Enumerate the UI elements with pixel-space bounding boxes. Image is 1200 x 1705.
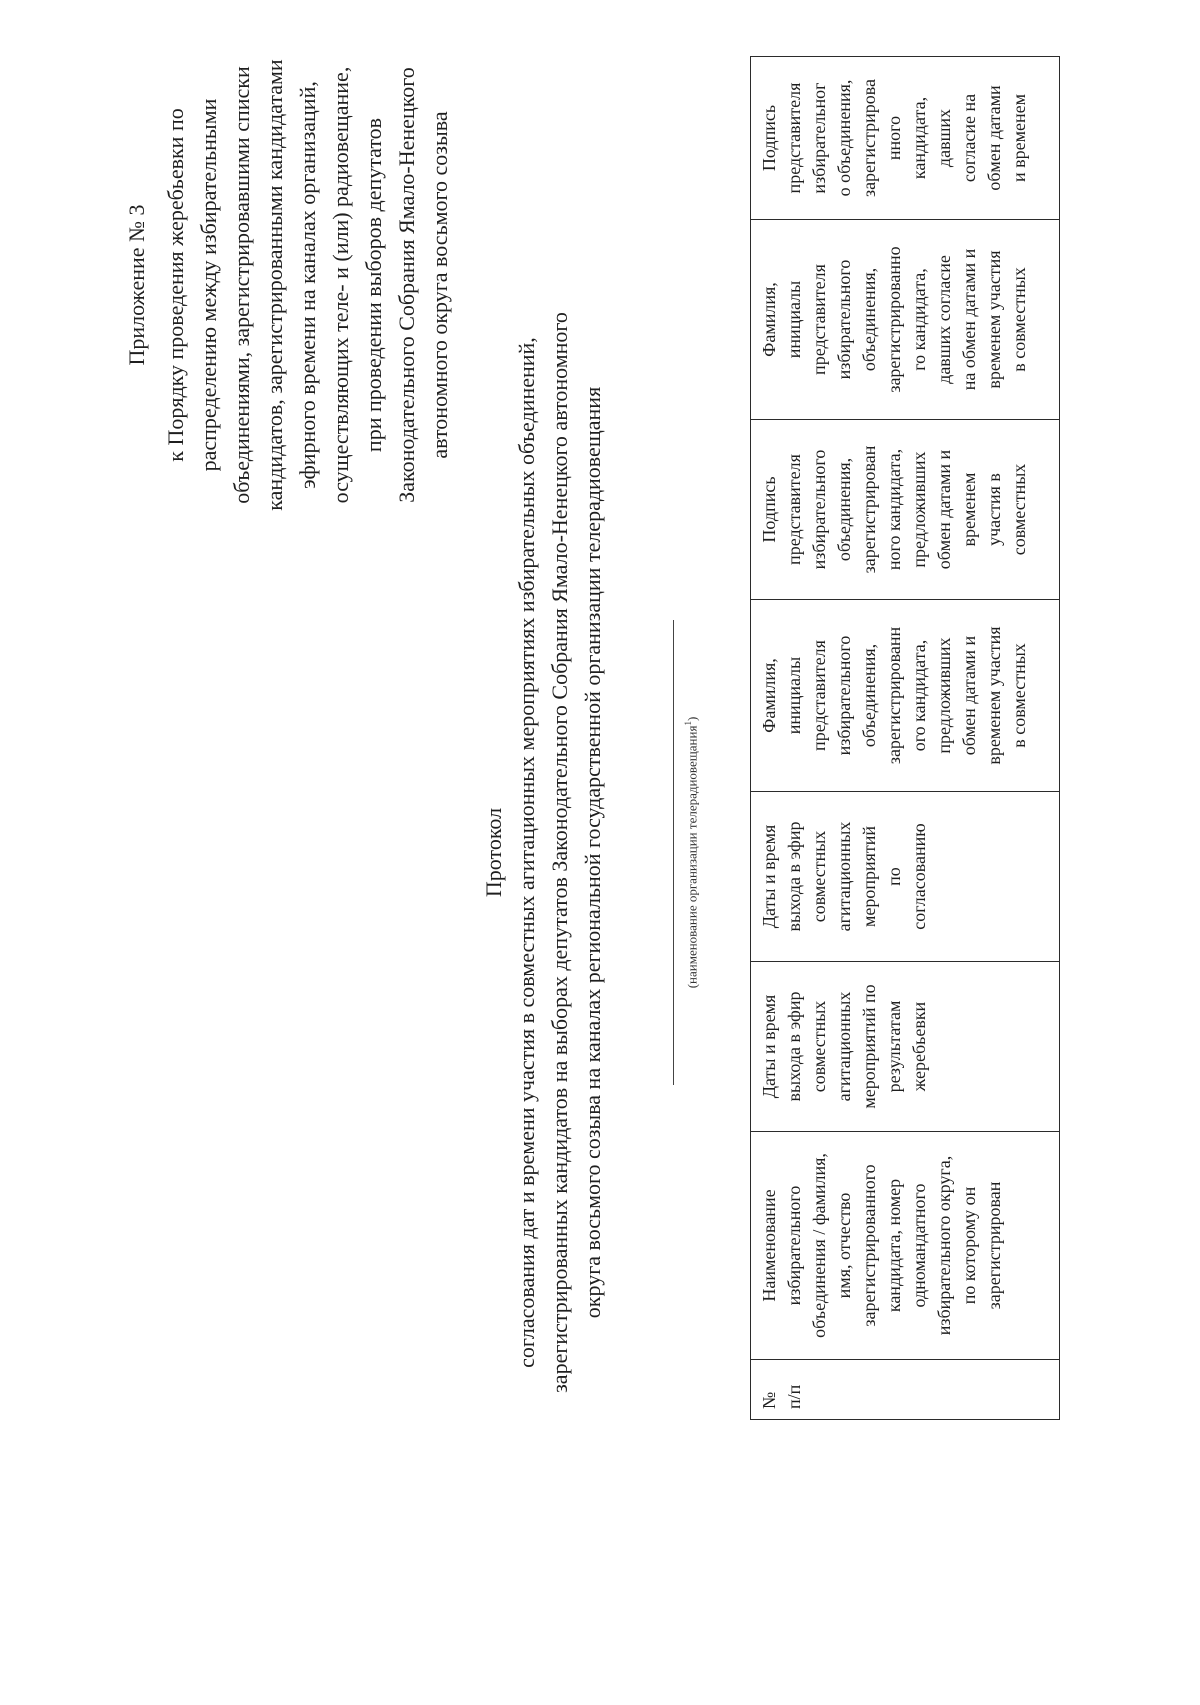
appendix-line: распределению между избирательными — [196, 98, 221, 472]
header-cell-number — [751, 1360, 1060, 1420]
header-line: инициалы — [784, 656, 804, 735]
appendix-line: Законодательного Собрания Ямало-Ненецкого — [394, 67, 419, 503]
header-cell-proposer-signature — [751, 420, 1060, 600]
header-line: согласованию — [909, 823, 929, 930]
header-line: совместных — [809, 830, 829, 923]
header-line: мероприятий по — [859, 984, 879, 1109]
header-line: п/п — [784, 1384, 804, 1409]
protocol-subtitle-line: округа восьмого созыва на каналах региональной государственной организации телерадиовещания — [580, 386, 605, 1319]
org-name-caption — [680, 580, 700, 1125]
header-line: объединения, — [859, 267, 879, 372]
header-line: предложивших — [934, 637, 954, 754]
header-line: по которому он — [959, 1186, 979, 1305]
header-line: давших согласие — [934, 255, 954, 384]
header-line: кандидата, номер — [884, 1178, 904, 1313]
header-line: зарегистрированного — [859, 1164, 879, 1327]
header-line: объединения, — [859, 643, 879, 748]
header-line: агитационных — [834, 991, 854, 1102]
header-line: зарегистрированно — [884, 246, 904, 393]
header-line: выхода в эфир — [784, 991, 804, 1102]
header-line: обмен датами и — [959, 635, 979, 756]
table-header-row — [751, 57, 1060, 1420]
header-line: обмен датами и — [934, 449, 954, 570]
header-line: № — [759, 1391, 779, 1409]
header-line: кандидата, — [909, 96, 929, 180]
header-line: временем участия — [984, 626, 1004, 765]
appendix-line: объединениями, зарегистрировавшими списки — [229, 66, 254, 504]
appendix-block — [120, 50, 456, 520]
header-line: мероприятий — [859, 825, 879, 928]
header-cell-dates-lottery — [751, 962, 1060, 1132]
header-line: зарегистрированн — [884, 626, 904, 765]
header-line: избирательного — [784, 1185, 804, 1306]
header-line: нного — [884, 115, 904, 161]
header-line: на обмен датами и — [959, 248, 979, 391]
header-line: Наименование — [759, 1189, 779, 1302]
header-line: го кандидата, — [909, 268, 929, 371]
header-line: инициалы — [784, 280, 804, 359]
header-line: выхода в эфир — [784, 821, 804, 932]
header-cell-consenter-name — [751, 220, 1060, 420]
org-caption-text: (наименование организации телерадиовещания — [684, 725, 700, 989]
appendix-line: при проведении выборов депутатов — [361, 117, 386, 453]
protocol-title: Протокол — [481, 807, 506, 898]
header-line: давших — [934, 108, 954, 168]
protocol-subtitle-line: зарегистрированных кандидатов на выборах депутатов Законодательного Собрания Ямало-Ненецкого автономного — [547, 312, 572, 1393]
header-line: Фамилия, — [759, 658, 779, 733]
protocol-subtitle-line: согласования дат и времени участия в совместных агитационных мероприятиях избирательных объединений, — [514, 337, 539, 1368]
header-line: в совместных — [1009, 267, 1029, 372]
header-line: одномандатного — [909, 1183, 929, 1308]
header-line: Даты и время — [759, 994, 779, 1099]
header-line: представителя — [784, 82, 804, 194]
appendix-line: осуществляющих теле- и (или) радиовещание, — [328, 66, 353, 504]
header-line: представителя — [784, 454, 804, 565]
header-line: зарегистрирован — [859, 445, 879, 574]
org-caption-footnote: 1 — [683, 721, 693, 726]
header-line: совместных — [809, 1000, 829, 1093]
appendix-title: Приложение № 3 — [124, 204, 149, 366]
header-line: избирательного — [834, 259, 854, 380]
header-cell-consenter-signature — [751, 57, 1060, 220]
header-line: избирательного округа, — [934, 1155, 954, 1336]
appendix-line: к Порядку проведения жеребьевки по — [163, 108, 188, 462]
header-line: по — [884, 867, 904, 886]
appendix-line: кандидатов, зарегистрированными кандидатами — [262, 59, 287, 511]
header-line: ного кандидата, — [884, 448, 904, 571]
appendix-line: автономного округа восьмого созыва — [427, 111, 452, 459]
header-line: зарегистрирова — [859, 78, 879, 198]
header-line: избирательного — [809, 449, 829, 570]
header-line: Подпись — [759, 104, 779, 172]
header-line: Подпись — [759, 476, 779, 543]
header-line: агитационных — [834, 821, 854, 932]
header-line: избирательног — [809, 82, 829, 194]
header-line: представителя — [809, 264, 829, 375]
header-line: предложивших — [909, 451, 929, 568]
header-line: в совместных — [1009, 643, 1029, 748]
header-line: объединения / фамилия, — [809, 1153, 829, 1338]
header-line: зарегистрирован — [984, 1181, 1004, 1310]
header-line: ого кандидата, — [909, 639, 929, 752]
header-line: и временем — [1009, 94, 1029, 183]
header-line: объединения, — [834, 457, 854, 562]
header-line: совместных — [1009, 463, 1029, 556]
header-line: избирательного — [834, 635, 854, 756]
org-name-line — [673, 620, 674, 1085]
header-line: Фамилия, — [759, 282, 779, 357]
header-cell-participant — [751, 1132, 1060, 1360]
protocol-table — [750, 56, 1060, 1420]
header-line: о объединения, — [834, 79, 854, 197]
protocol-block — [478, 140, 609, 1565]
header-line: обмен датами — [984, 85, 1004, 191]
header-line: результатам — [884, 1000, 904, 1093]
header-cell-proposer-name — [751, 600, 1060, 792]
header-line: согласие на — [959, 93, 979, 183]
header-line: Даты и время — [759, 824, 779, 929]
header-line: имя, отчество — [834, 1192, 854, 1299]
header-cell-dates-agreed — [751, 792, 1060, 962]
appendix-line: эфирного времени на каналах организаций, — [295, 81, 320, 489]
header-line: жеребьевки — [909, 1001, 929, 1092]
header-line: временем участия — [984, 250, 1004, 389]
org-caption-close: ) — [684, 716, 700, 722]
header-line: представителя — [809, 640, 829, 751]
header-line: временем — [959, 472, 979, 547]
header-line: участия в — [984, 473, 1004, 546]
